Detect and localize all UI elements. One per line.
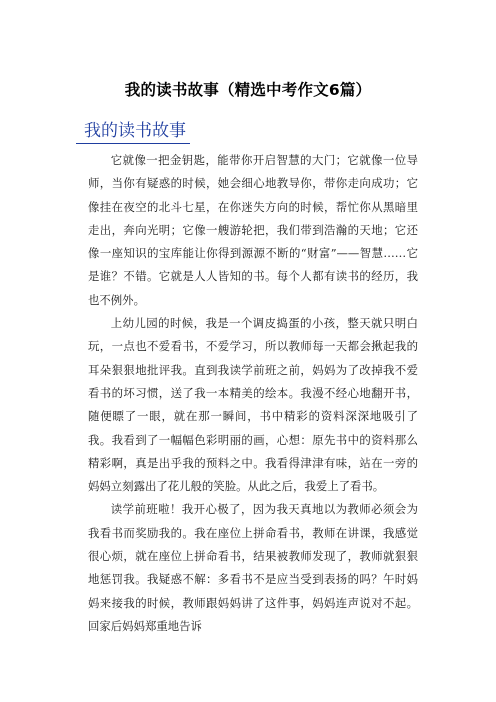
article-body [88,149,418,638]
paragraph: 它就像一把金钥匙，能带你开启智慧的大门；它就像一位导师，当你有疑惑的时候，她会细心地教导你，带你走向成功；它像挂在夜空的北斗七星，在你迷失方向的时候，帮忙你从黑暗里走出，奔向光明；它像一艘游轮把，我们带到浩瀚的天地；它还像一座知识的宝库能让你得到源源不断的“财富”——智慧……它是谁？不错。它就是人人皆知的书。每个人都有读书的经历，我也不例外。 [88,153,418,307]
section-heading: 我的读书故事 [76,120,190,144]
paragraph: 读学前班啦！我开心极了，因为我天真地以为教师必须会为我看书而奖励我的。我在座位上拼命看书，教师在讲课，我感觉很心烦，就在座位上拼命看书，结果被教师发现了，教师就狠狠地惩罚我。我疑惑不解：多看书不是应当受到表扬的吗？午时妈妈来接我的时候，教师跟妈妈讲了这件事，妈妈连声说对不起。回家后妈妈郑重地告诉 [88,502,418,633]
paragraph: 上幼儿园的时候，我是一个调皮捣蛋的小孩，整天就只明白玩，一点也不爱看书，不爱学习，所以教师每一天都会揪起我的耳朵狠狠地批评我。直到我读学前班之前，妈妈为了改掉我不爱看书的坏习惯，送了我一本精美的绘本。我漫不经心地翻开书，随便瞟了一眼，就在那一瞬间，书中精彩的资料深深地吸引了我。我看到了一幅幅色彩明丽的画，心想：原先书中的资料那么精彩啊，真是出乎我的预料之中。我看得津津有味，站在一旁的妈妈立刻露出了花儿般的笑脸。从此之后，我爱上了看书。 [88,316,418,494]
document-title: 我的读书故事（精选中考作文6篇） [124,81,372,99]
